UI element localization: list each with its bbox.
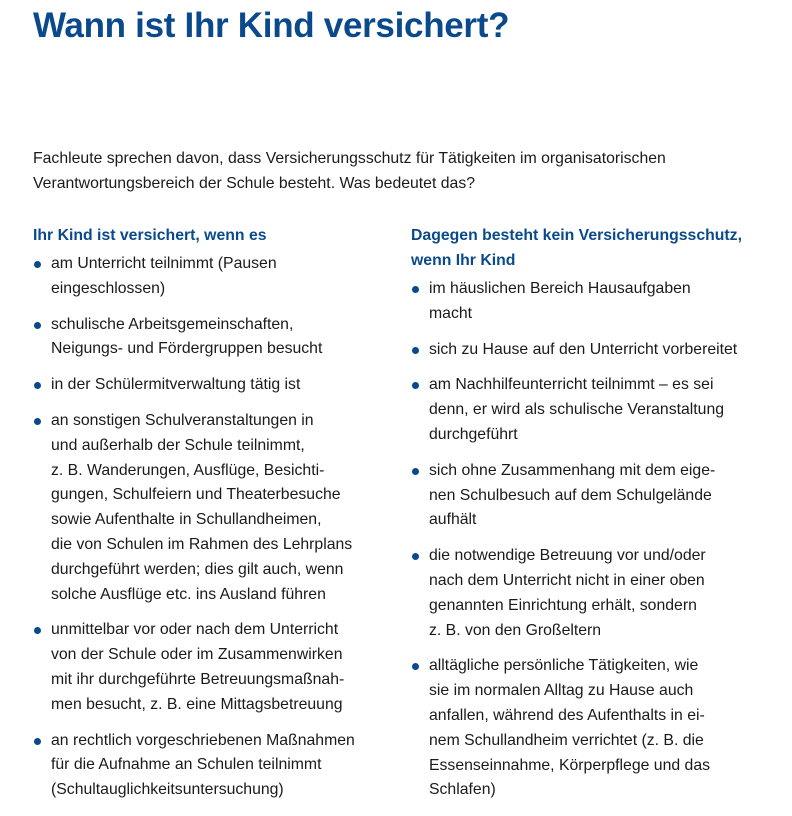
list-item-line: nen Schulbesuch auf dem Schulgelände <box>429 486 712 504</box>
list-item <box>411 373 783 447</box>
list-item-line: macht <box>429 304 473 322</box>
list-item-line: und außerhalb der Schule teilnimmt, <box>51 436 305 454</box>
bullet-dot-icon <box>34 738 41 745</box>
not-insured-heading-line: wenn Ihr Kind <box>411 252 516 269</box>
list-item-line: sowie Aufenthalte in Schullandheimen, <box>51 511 322 529</box>
list-item-line: solche Ausflüge etc. ins Ausland führen <box>51 585 326 603</box>
list-item-text <box>429 373 783 447</box>
not-insured-heading-line: Dagegen besteht kein Versicherungsschutz, <box>411 227 742 244</box>
bullet-dot-icon <box>34 627 41 634</box>
insured-heading <box>33 223 391 248</box>
insured-heading-line: Ihr Kind ist versichert, wenn es <box>33 227 267 244</box>
intro-line: Verantwortungsbereich der Schule besteht. Was bedeutet das? <box>33 175 476 192</box>
list-item-line: an rechtlich vorgeschriebenen Maßnahmen <box>51 731 355 749</box>
list-item-line: z. B. von den Großeltern <box>429 621 602 639</box>
list-item-line: nem Schullandheim verrichtet (z. B. die <box>429 731 704 749</box>
list-item-text <box>51 252 391 302</box>
list-item-line: in der Schülermitverwaltung tätig ist <box>51 376 301 394</box>
list-item-text <box>429 544 783 643</box>
bullet-dot-icon <box>34 418 41 425</box>
list-item-line: sich ohne Zusammenhang mit dem eige- <box>429 461 716 479</box>
list-item-line: durchgeführt werden; dies gilt auch, wenn <box>51 560 344 578</box>
insured-list <box>33 252 391 803</box>
list-item-line: Schlafen) <box>429 781 496 799</box>
bullet-dot-icon <box>34 382 41 389</box>
list-item-text <box>51 729 391 803</box>
list-item-line: Essenseinnahme, Körperpflege und das <box>429 756 711 774</box>
list-item-line: gungen, Schulfeiern und Theaterbesuche <box>51 486 341 504</box>
bullet-dot-icon <box>412 382 419 389</box>
list-item-line: im häuslichen Bereich Hausaufgaben <box>429 280 691 297</box>
list-item-text <box>429 338 783 363</box>
list-item-line: an sonstigen Schulveranstaltungen in <box>51 411 314 429</box>
list-item <box>33 252 391 302</box>
list-item-text <box>51 373 391 398</box>
list-item-line: am Nachhilfeunterricht teilnimmt – es sei <box>429 376 714 394</box>
list-item-line: genannten Einrichtung erhält, sondern <box>429 596 697 614</box>
list-item-line: anfallen, während des Aufenthalts in ei- <box>429 706 705 724</box>
page-title: Wann ist Ihr Kind versichert? <box>33 6 510 45</box>
bullet-dot-icon <box>412 553 419 560</box>
intro-line: Fachleute sprechen davon, dass Versicherungsschutz für Tätigkeiten im organisatorischen <box>33 150 666 167</box>
list-item <box>411 544 783 643</box>
list-item-line: mit ihr durchgeführte Betreuungsmaßnah- <box>51 670 345 688</box>
list-item-line: die von Schulen im Rahmen des Lehrplans <box>51 535 353 553</box>
list-item-text <box>51 409 391 607</box>
list-item-line: schulische Arbeitsgemeinschaften, <box>51 315 294 333</box>
list-item-line: denn, er wird als schulische Veranstaltung <box>429 401 725 419</box>
list-item-line: die notwendige Betreuung vor und/oder <box>429 547 706 565</box>
list-item-line: sie im normalen Alltag zu Hause auch <box>429 682 694 700</box>
not-insured-heading <box>411 223 783 273</box>
list-item-line: durchgeführt <box>429 425 518 443</box>
list-item-text <box>429 459 783 533</box>
list-item <box>33 373 391 398</box>
insured-column <box>33 223 391 814</box>
list-item-text <box>51 313 391 363</box>
list-item-line: nach dem Unterricht nicht in einer oben <box>429 571 705 589</box>
list-item-line: men besucht, z. B. eine Mittagsbetreuung <box>51 695 343 713</box>
list-item <box>33 618 391 717</box>
list-item-line: Neigungs- und Fördergruppen besucht <box>51 340 323 358</box>
list-item <box>411 654 783 803</box>
not-insured-column <box>411 223 783 814</box>
list-item <box>411 338 783 363</box>
list-item-line: alltägliche persönliche Tätigkeiten, wie <box>429 657 699 675</box>
list-item <box>411 277 783 327</box>
not-insured-list <box>411 277 783 803</box>
list-item-line: am Unterricht teilnimmt (Pausen <box>51 255 277 272</box>
intro-paragraph <box>33 146 773 196</box>
list-item-line: aufhält <box>429 511 477 529</box>
bullet-dot-icon <box>34 322 41 329</box>
list-item-text <box>429 277 783 327</box>
list-item-text <box>51 618 391 717</box>
list-item <box>33 313 391 363</box>
list-item <box>411 459 783 533</box>
list-item-line: für die Aufnahme an Schulen teilnimmt <box>51 756 322 774</box>
list-item <box>33 409 391 607</box>
list-item-line: von der Schule oder im Zusammenwirken <box>51 646 343 664</box>
list-item-line: sich zu Hause auf den Unterricht vorbereitet <box>429 340 738 358</box>
list-item <box>33 729 391 803</box>
bullet-dot-icon <box>412 663 419 670</box>
bullet-dot-icon <box>412 286 419 293</box>
list-item-line: z. B. Wanderungen, Ausflüge, Besichti- <box>51 461 325 479</box>
bullet-dot-icon <box>412 468 419 475</box>
list-item-line: unmittelbar vor oder nach dem Unterricht <box>51 621 339 639</box>
bullet-dot-icon <box>34 261 41 268</box>
list-item-line: eingeschlossen) <box>51 279 166 297</box>
list-item-text <box>429 654 783 803</box>
list-item-line: (Schultauglichkeitsuntersuchung) <box>51 781 284 799</box>
bullet-dot-icon <box>412 347 419 354</box>
